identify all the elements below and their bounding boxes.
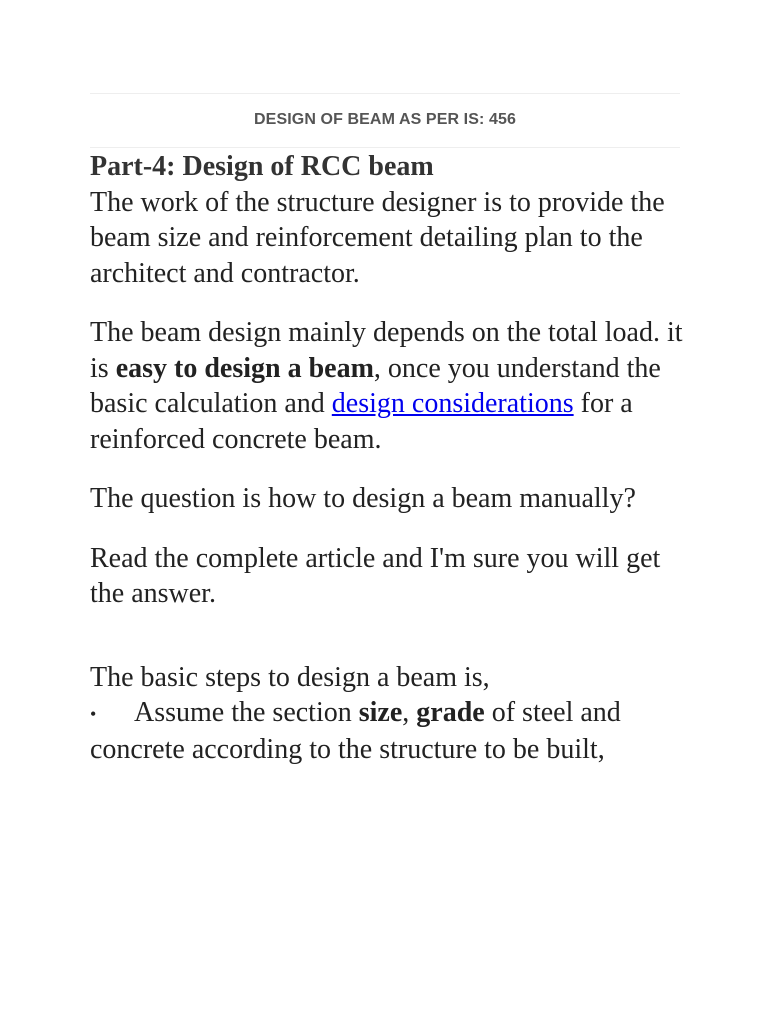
paragraph-beam-design-text-1: The beam design mainly depends on the total load. it is <box>90 317 683 384</box>
paragraph-beam-design-text-2: , once you understand the basic calculation and <box>90 352 661 419</box>
article-heading: Part-4: Design of RCC beam <box>90 151 434 182</box>
paragraph-read-article: Read the complete article and I'm sure you will get the answer. <box>90 542 661 609</box>
header-top-divider <box>90 93 680 94</box>
list-item-text-1: Assume the section <box>134 697 359 728</box>
list-item-comma: , <box>402 697 417 728</box>
document-header-title: DESIGN OF BEAM AS PER IS: 456 <box>254 111 516 128</box>
design-considerations-link[interactable]: design considerations <box>331 388 574 419</box>
paragraph-beam-design <box>90 315 690 457</box>
paragraph-question: The question is how to design a beam manually? <box>90 483 636 514</box>
header-bottom-divider <box>90 147 680 148</box>
paragraph-beam-design-bold: easy to design a beam <box>115 352 374 384</box>
list-item <box>90 695 690 768</box>
list-item-bold-size: size <box>358 697 403 728</box>
paragraph-spacer <box>90 636 690 660</box>
article-body <box>90 149 690 768</box>
paragraph-intro: The work of the structure designer is to provide the beam size and reinforcement detailing plan to the architect and contractor. <box>90 186 665 289</box>
list-item-bold-grade: grade <box>416 697 485 728</box>
paragraph-beam-design-text-3: for a reinforced concrete beam. <box>90 388 633 455</box>
bullet-marker: • <box>90 703 97 724</box>
paragraph-basic-steps: The basic steps to design a beam is, <box>90 661 490 693</box>
list-item-text-2: of steel and concrete according to the structure to be built, <box>90 697 621 766</box>
